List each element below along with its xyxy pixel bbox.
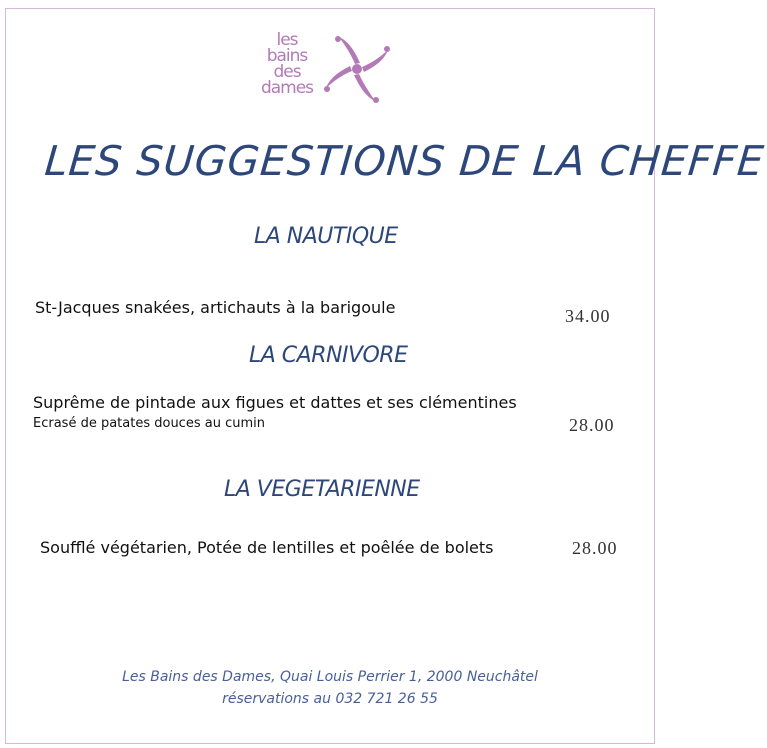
section-heading: LA VEGETARIENNE	[224, 477, 420, 502]
section-heading: LA NAUTIQUE	[254, 224, 398, 249]
menu-title: LES SUGGESTIONS DE LA CHEFFE	[42, 137, 767, 185]
logo-word: des	[273, 62, 301, 82]
dish-description: Ecrasé de patates douces au cumin	[33, 416, 265, 431]
section-heading: LA CARNIVORE	[249, 343, 408, 368]
logo	[256, 32, 388, 110]
dish-price: 28.00	[572, 538, 618, 558]
menu-frame	[5, 8, 767, 744]
dish-price: 34.00	[565, 306, 611, 326]
restaurant-address: Les Bains des Dames, Quai Louis Perrier 1, 2000 Neuchâtel	[122, 669, 538, 685]
logo-wordmark	[256, 32, 318, 96]
logo-word: les	[276, 30, 298, 50]
logo-word: bains	[266, 46, 308, 66]
logo-word: dames	[260, 78, 314, 98]
dish-price: 28.00	[569, 415, 615, 435]
four-swimmers-logo-icon	[322, 32, 392, 106]
dish-name: St-Jacques snakées, artichauts à la barigoule	[35, 298, 396, 317]
dish-name: Suprême de pintade aux figues et dattes et ses clémentines	[33, 393, 517, 412]
dish-name: Soufflé végétarien, Potée de lentilles et poêlée de bolets	[40, 538, 494, 557]
reservation-phone: réservations au 032 721 26 55	[222, 691, 438, 707]
